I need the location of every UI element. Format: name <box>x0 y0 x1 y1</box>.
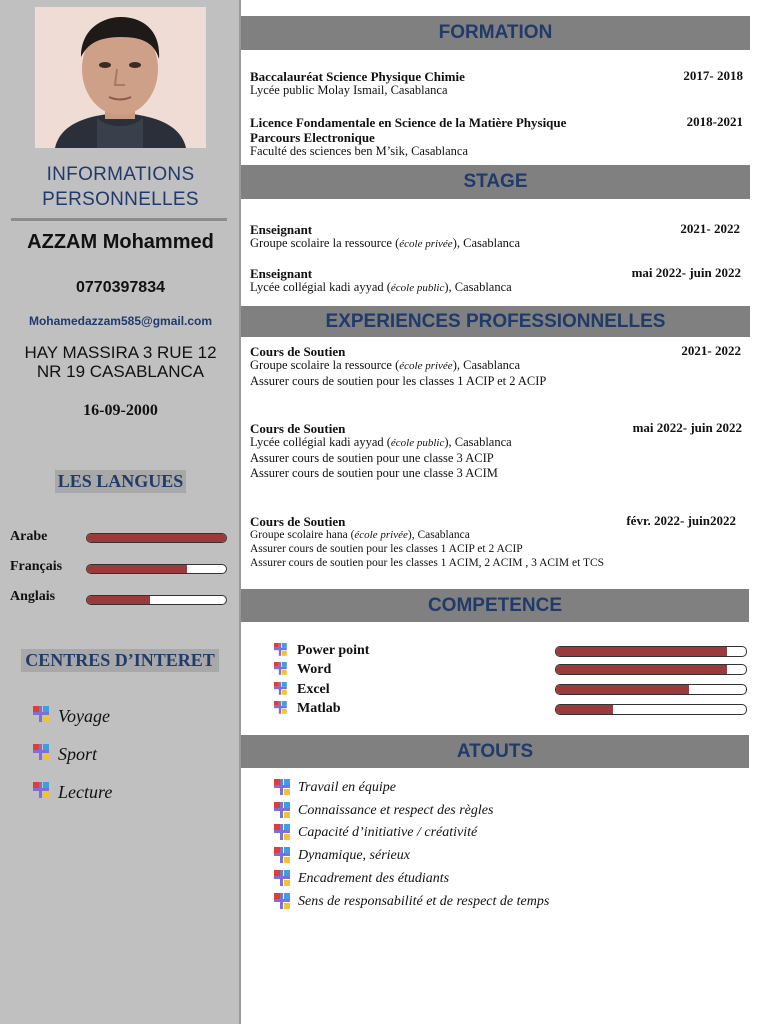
entry-description: Assurer cours de soutien pour les classes 1 ACIP et 2 ACIP <box>250 374 547 388</box>
entry-description: Assurer cours de soutien pour une classe 3 ACIM <box>250 466 498 480</box>
institution-text: Groupe scolaire hana ( <box>250 529 355 541</box>
email-address: Mohamedazzam585@gmail.com <box>28 314 213 328</box>
entry-institution: Faculté des sciences ben M’sik, Casablanca <box>250 144 468 158</box>
entry-title: Enseignant <box>250 266 313 281</box>
experience-entry <box>250 513 743 570</box>
institution-type: école privée <box>399 238 453 250</box>
atout-label: Travail en équipe <box>298 780 396 795</box>
institution-city: ), Casablanca <box>407 529 470 541</box>
formation-entry <box>250 114 743 159</box>
entry-title: Cours de Soutien <box>250 421 346 436</box>
entry-date: 2021- 2022 <box>681 343 741 358</box>
entry-title: Cours de Soutien <box>250 514 346 529</box>
entry-institution: Lycée public Molay Ismail, Casablanca <box>250 83 448 97</box>
bullet-icon <box>274 802 290 818</box>
language-label: Français <box>10 559 63 574</box>
competence-item <box>274 643 749 661</box>
section-formation-title: FORMATION <box>241 16 750 50</box>
entry-title: Baccalauréat Science Physique Chimie <box>250 69 465 84</box>
phone-number: 0770397834 <box>76 279 165 296</box>
bullet-icon <box>274 870 290 886</box>
entry-institution <box>250 528 743 542</box>
birth-date: 16-09-2000 <box>83 402 158 419</box>
sidebar-divider <box>11 218 227 221</box>
language-level-fill <box>87 534 226 542</box>
competence-label: Power point <box>297 643 370 658</box>
institution-text: Lycée collégial kadi ayyad ( <box>250 280 391 294</box>
bullet-icon <box>274 847 290 863</box>
formation-entry <box>250 68 743 98</box>
institution-type: école privée <box>354 529 408 541</box>
section-atouts-title: ATOUTS <box>241 735 749 768</box>
competence-level-bar <box>555 704 747 715</box>
entry-institution <box>250 358 743 374</box>
bullet-icon <box>274 824 290 840</box>
bullet-icon <box>33 782 49 798</box>
info-title-line2: PERSONNELLES <box>42 189 199 210</box>
atout-label: Capacité d’initiative / créativité <box>298 825 478 840</box>
profile-photo <box>35 7 206 148</box>
entry-title-line2: Parcours Electronique <box>250 130 375 145</box>
bullet-icon <box>274 643 287 656</box>
atout-label: Sens de responsabilité et de respect de temps <box>298 894 550 909</box>
experience-entry <box>250 343 743 389</box>
entry-description: Assurer cours de soutien pour les classes 1 ACIP et 2 ACIP <box>250 543 523 555</box>
bullet-icon <box>274 701 287 714</box>
languages-title: LES LANGUES <box>55 470 186 493</box>
stage-entry <box>250 221 743 252</box>
language-row <box>10 559 228 575</box>
address-line1: HAY MASSIRA 3 RUE 12 <box>24 343 217 362</box>
competence-level-bar <box>555 646 747 657</box>
competence-level-bar <box>555 664 747 675</box>
competence-item <box>274 682 749 700</box>
entry-description: Assurer cours de soutien pour les classes 1 ACIM, 2 ACIM , 3 ACIM et TCS <box>250 557 605 569</box>
entry-date: 2021- 2022 <box>680 221 740 236</box>
competence-level-fill <box>556 705 613 714</box>
atout-label: Dynamique, sérieux <box>298 848 410 863</box>
bullet-icon <box>274 893 290 909</box>
info-title-line1: INFORMATIONS <box>46 164 195 185</box>
competence-label: Word <box>297 662 332 677</box>
language-level-bar <box>86 564 227 574</box>
language-label: Arabe <box>10 529 48 544</box>
atout-label: Connaissance et respect des règles <box>298 803 494 818</box>
entry-date: 2017- 2018 <box>683 68 743 83</box>
institution-city: ), Casablanca <box>452 358 521 372</box>
entry-date: mai 2022- juin 2022 <box>632 420 742 435</box>
bullet-icon <box>274 662 287 675</box>
institution-type: école privée <box>399 360 453 372</box>
bullet-icon <box>33 706 49 722</box>
portrait-icon <box>35 7 206 148</box>
section-experiences-title: EXPERIENCES PROFESSIONNELLES <box>241 306 750 337</box>
institution-city: ), Casablanca <box>444 280 512 294</box>
competence-level-bar <box>555 684 747 695</box>
language-row <box>10 589 228 605</box>
competence-label: Excel <box>297 682 330 697</box>
interest-label: Lecture <box>58 782 113 802</box>
institution-text: Lycée collégial kadi ayyad ( <box>250 435 391 449</box>
competence-level-fill <box>556 685 689 694</box>
entry-institution <box>250 435 743 451</box>
entry-institution <box>250 236 743 252</box>
institution-type: école public <box>390 437 445 449</box>
stage-entry <box>250 265 743 296</box>
institution-text: Groupe scolaire la ressource ( <box>250 236 400 250</box>
language-row <box>10 529 228 545</box>
interest-label: Voyage <box>58 706 110 726</box>
language-level-fill <box>87 565 187 573</box>
language-label: Anglais <box>10 589 56 604</box>
entry-institution <box>250 280 743 296</box>
entry-title: Enseignant <box>250 222 313 237</box>
institution-city: ), Casablanca <box>444 435 512 449</box>
entry-date: févr. 2022- juin2022 <box>626 513 736 528</box>
entry-title: Licence Fondamentale en Science de la Matière Physique <box>250 115 567 130</box>
entry-description: Assurer cours de soutien pour une classe 3 ACIP <box>250 451 494 465</box>
section-stage-title: STAGE <box>241 165 750 199</box>
institution-type: école public <box>390 282 445 294</box>
interest-label: Sport <box>58 744 98 764</box>
bullet-icon <box>33 744 49 760</box>
entry-date: mai 2022- juin 2022 <box>631 265 741 280</box>
competence-level-fill <box>556 647 727 656</box>
language-level-bar <box>86 533 227 543</box>
language-level-fill <box>87 596 150 604</box>
bullet-icon <box>274 779 290 795</box>
competence-item <box>274 662 749 680</box>
experience-entry <box>250 420 743 481</box>
interests-title: CENTRES D’INTERET <box>21 649 219 672</box>
institution-text: Groupe scolaire la ressource ( <box>250 358 400 372</box>
entry-title: Cours de Soutien <box>250 344 346 359</box>
institution-city: ), Casablanca <box>452 236 521 250</box>
language-level-bar <box>86 595 227 605</box>
competence-item <box>274 701 749 719</box>
person-name: AZZAM Mohammed <box>27 231 214 253</box>
address-line2: NR 19 CASABLANCA <box>36 362 205 381</box>
entry-date: 2018-2021 <box>686 114 743 129</box>
sidebar <box>0 0 241 1024</box>
competence-level-fill <box>556 665 727 674</box>
atout-label: Encadrement des étudiants <box>298 871 450 886</box>
competence-label: Matlab <box>297 701 341 716</box>
bullet-icon <box>274 682 287 695</box>
section-competence-title: COMPETENCE <box>241 589 749 622</box>
